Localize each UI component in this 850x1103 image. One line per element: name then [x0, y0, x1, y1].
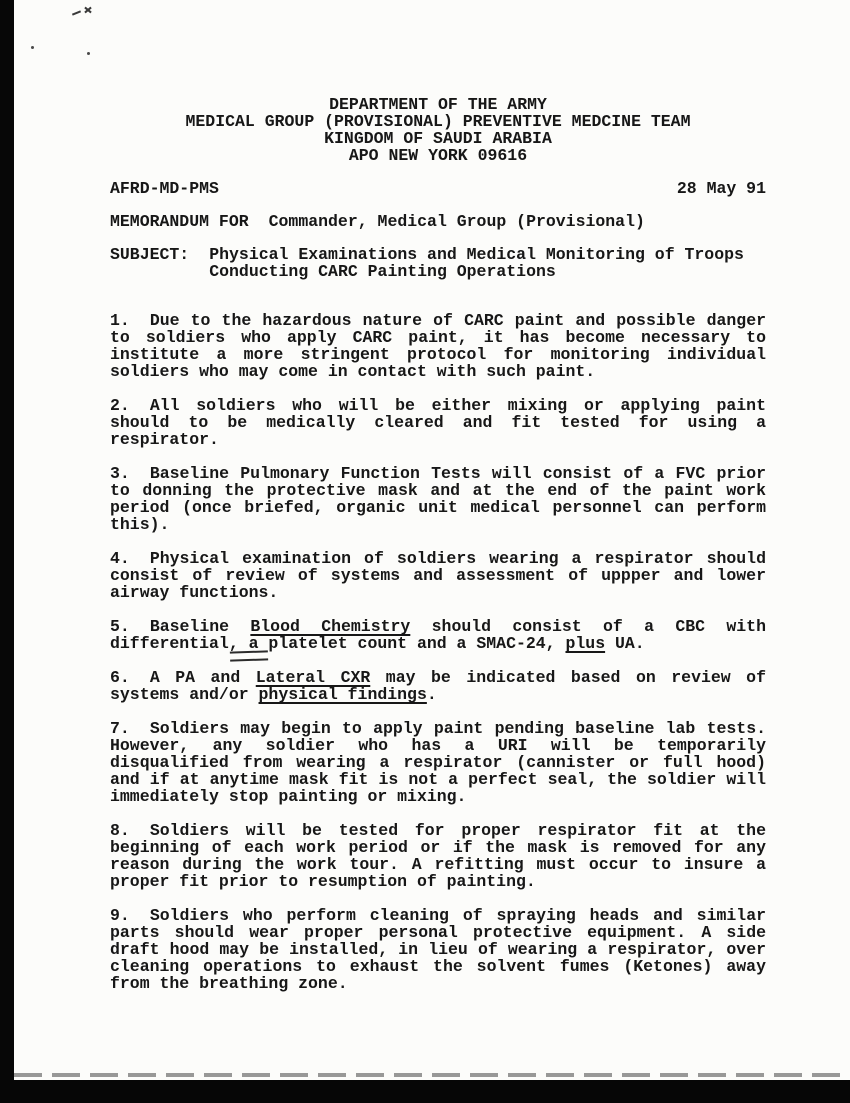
scan-dot [31, 46, 34, 49]
pen-underlined-text: plus [565, 634, 606, 653]
paragraph-text: All soldiers who will be either mixing or applying paint should to be medically cleared and fit tested for using a respirator. [110, 396, 766, 449]
paragraph-text-segment: A PA and [149, 668, 256, 687]
memo-paragraph-1 [110, 312, 766, 380]
paragraph-text: Physical examination of soldiers wearing a respirator should consist of review of systems and assessment of uppper and lower airway functions. [110, 549, 766, 602]
memo-paragraph-5 [110, 618, 766, 652]
pen-underlined-text: physical findings [258, 685, 427, 704]
paragraph-number: 7. [110, 719, 130, 738]
pen-mark-star [84, 6, 92, 14]
paragraph-number: 4. [110, 549, 130, 568]
pen-underlined-text: Lateral CXR [255, 668, 371, 687]
paragraph-text: Baseline Pulmonary Function Tests will consist of a FVC prior to donning the protective mask and at the end of the paint work period (once briefed, organic unit medical personnel can perform this). [110, 464, 766, 534]
paragraph-number: 6. [110, 668, 130, 687]
subject-line-2: Conducting CARC Painting Operations [209, 262, 556, 281]
memorandum-for-line [110, 213, 766, 230]
pen-mark-top [72, 10, 81, 15]
paragraph-text-segment: . [426, 685, 437, 704]
paragraph-text-segment: should consist of a CBC with differential, a platelet count and a SMAC-24, [110, 617, 766, 653]
paragraph-text: Soldiers will be tested for proper respirator fit at the beginning of each work period or if the mask is removed for any reason during the work tour. A refitting must occur to insure a proper fit prior to resumption of painting. [110, 821, 766, 891]
letterhead-line-1: DEPARTMENT OF THE ARMY [329, 95, 547, 114]
scan-edge-left-bar [0, 0, 14, 1103]
memo-paragraph-4 [110, 550, 766, 601]
subject-text [209, 246, 744, 280]
pen-double-underline-mark [230, 650, 268, 661]
pen-underlined-text: Blood Chemistry [250, 617, 411, 636]
memorandum-for-value: Commander, Medical Group (Provisional) [268, 212, 645, 231]
letterhead-line-3: KINGDOM OF SAUDI ARABIA [324, 129, 552, 148]
paragraph-text: Soldiers may begin to apply paint pending baseline lab tests. However, any soldier who has a URI will be temporarily disqualified from wearing a respirator (cannister or full hood) and if at anytime mask fit is not a perfect seal, the soldier will immediately stop painting or mixing. [110, 719, 766, 806]
scan-dot [87, 52, 90, 55]
office-symbol: AFRD-MD-PMS [110, 179, 219, 198]
memo-body [110, 312, 766, 992]
memo-document [110, 96, 766, 992]
memo-paragraph-2 [110, 397, 766, 448]
paragraph-number: 9. [110, 906, 130, 925]
memo-paragraph-6 [110, 669, 766, 703]
scan-edge-bottom-bar [0, 1080, 850, 1103]
paragraph-text-segment: Baseline [149, 617, 251, 636]
office-symbol-row [110, 180, 766, 197]
memo-paragraph-8 [110, 822, 766, 890]
paragraph-number: 3. [110, 464, 130, 483]
paragraph-text-segment: UA. [605, 634, 645, 653]
paragraph-text-segment: may be indicated based on review of systems and/or [110, 668, 766, 704]
memorandum-for-label: MEMORANDUM FOR [110, 212, 249, 231]
scan-smudge-line [14, 1073, 844, 1077]
letterhead-line-4: APO NEW YORK 09616 [348, 146, 528, 165]
paragraph-number: 8. [110, 821, 130, 840]
memo-paragraph-9 [110, 907, 766, 992]
subject-label: SUBJECT: [110, 245, 190, 264]
paragraph-number: 5. [110, 617, 130, 636]
subject-line-1: Physical Examinations and Medical Monitoring of Troops [209, 245, 744, 264]
letterhead-line-2: MEDICAL GROUP (PROVISIONAL) PREVENTIVE MEDCINE TEAM [185, 112, 691, 131]
memo-paragraph-3 [110, 465, 766, 533]
memo-date: 28 May 91 [676, 179, 766, 198]
paragraph-number: 2. [110, 396, 130, 415]
paragraph-text: Soldiers who perform cleaning of spraying heads and similar parts should wear proper personal protective equipment. A side draft hood may be installed, in lieu of wearing a respirator, over cleaning operations to exhaust the solvent fumes (Ketones) away from the breathing zone. [110, 906, 766, 993]
memo-paragraph-7 [110, 720, 766, 805]
letterhead [110, 96, 766, 164]
paragraph-number: 1. [110, 311, 130, 330]
subject-line [110, 246, 766, 280]
paragraph-text: Due to the hazardous nature of CARC paint and possible danger to soldiers who apply CARC paint, it has become necessary to institute a more stringent protocol for monitoring individual soldiers who may come in contact with such paint. [110, 311, 766, 381]
